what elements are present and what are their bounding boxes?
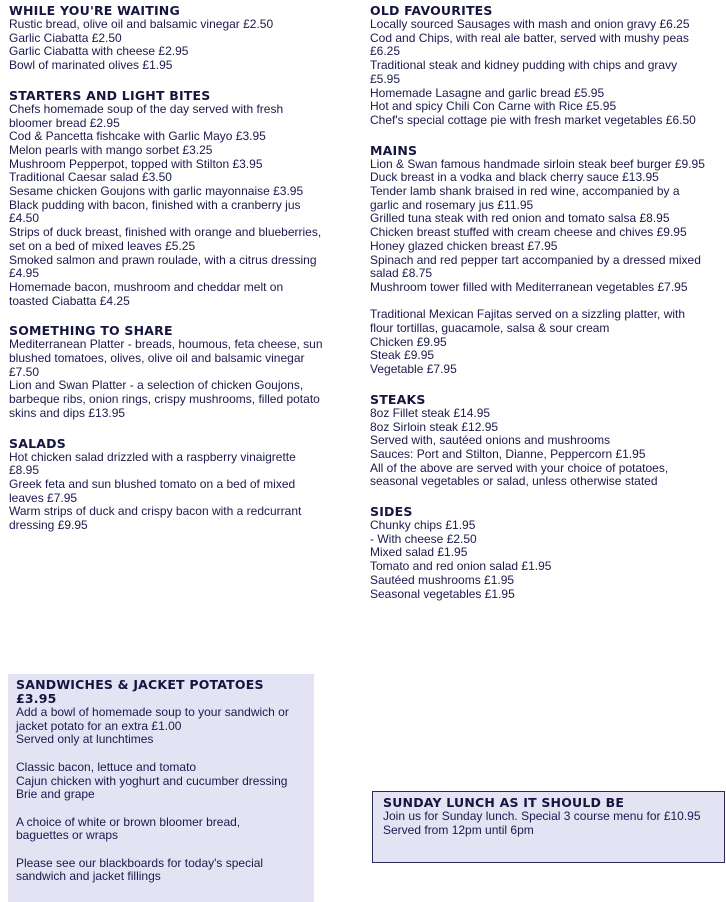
sandwiches-box [8,674,314,902]
menu-line: flour tortillas, guacamole, salsa & sour cream [370,321,610,336]
menu-line: 8oz Sirloin steak £12.95 [370,419,499,434]
menu-line: Smoked salmon and prawn roulade, with a citrus dressing [9,252,317,267]
menu-line: Spinach and red pepper tart accompanied by a dressed mixed [370,252,701,267]
menu-line: Tomato and red onion salad £1.95 [370,559,552,574]
menu-line: sandwich and jacket fillings [16,869,161,884]
section-title: SALADS [9,435,66,451]
menu-line: £8.95 [9,463,40,478]
menu-line: Bowl of marinated olives £1.95 [9,58,173,73]
menu-line: £7.50 [9,364,40,379]
menu-line: £4.50 [9,211,40,226]
menu-line: Seasonal vegetables £1.95 [370,586,515,601]
sandwiches-title: SANDWICHES & JACKET POTATOES £3.95 [16,677,264,706]
menu-section [9,437,334,533]
menu-line: Strips of duck breast, finished with orange and blueberries, [9,225,322,240]
menu-line: Homemade Lasagne and garlic bread £5.95 [370,85,605,100]
menu-line: Duck breast in a vodka and black cherry sauce £13.95 [370,170,659,185]
menu-line: salad £8.75 [370,266,433,281]
menu-line: dressing £9.95 [9,518,88,533]
menu-section [370,393,720,489]
menu-line: Rustic bread, olive oil and balsamic vinegar £2.50 [9,17,274,31]
menu-line: Join us for Sunday lunch. Special 3 course menu for £10.95 [383,809,701,823]
menu-line: Sautéed mushrooms £1.95 [370,572,515,587]
section-title: SOMETHING TO SHARE [9,323,173,339]
menu-line: Hot and spicy Chili Con Carne with Rice £5.95 [370,99,617,114]
menu-line: Chicken £9.95 [370,334,447,349]
spacer [16,747,306,761]
menu-line: All of the above are served with your choice of potatoes, [370,460,669,475]
menu-line: Sesame chicken Goujons with garlic mayonnaise £3.95 [9,184,304,199]
menu-line: Served from 12pm until 6pm [383,822,534,837]
menu-line: 8oz Fillet steak £14.95 [370,405,491,420]
menu-line: £4.95 [9,266,40,281]
menu-line: Served only at lunchtimes [16,732,154,747]
menu-line: Locally sourced Sausages with mash and onion gravy £6.25 [370,17,690,31]
menu-line: baguettes or wraps [16,828,119,843]
menu-line: - With cheese £2.50 [370,531,477,546]
sunday-lunch-box [372,791,725,863]
menu-line: Cod and Chips, with real ale batter, served with mushy peas [370,30,689,45]
menu-line: Mediterranean Platter - breads, houmous, feta cheese, sun [9,337,323,352]
menu-line: Served with, sautéed onions and mushrooms [370,433,611,448]
menu-line: Tender lamb shank braised in red wine, accompanied by a [370,184,680,199]
section-title: STEAKS [370,391,426,407]
menu-line: Black pudding with bacon, finished with a cranberry jus [9,197,301,212]
menu-line: toasted Ciabatta £4.25 [9,293,130,308]
spacer [16,843,306,857]
menu-line: Please see our blackboards for today's special [16,855,264,870]
menu-line: Chefs homemade soup of the day served with fresh [9,101,284,116]
menu-line: Hot chicken salad drizzled with a raspberry vinaigrette [9,449,296,464]
menu-line: £5.95 [370,71,401,86]
menu-line: A choice of white or brown bloomer bread, [16,814,241,829]
menu-line: Mixed salad £1.95 [370,545,468,560]
sunday-lunch-lines [383,810,714,837]
menu-line: seasonal vegetables or salad, unless otherwise stated [370,474,658,489]
left-column [9,4,334,549]
menu-line: Lion & Swan famous handmade sirloin steak beef burger £9.95 [370,156,705,171]
spacer [16,802,306,816]
menu-line: Greek feta and sun blushed tomato on a bed of mixed [9,476,296,491]
menu-line: bloomer bread £2.95 [9,115,120,130]
menu-line: Cajun chicken with yoghurt and cucumber dressing [16,773,288,788]
section-title: WHILE YOU'RE WAITING [9,3,180,18]
menu-line: Grilled tuna steak with red onion and tomato salsa £8.95 [370,211,670,226]
menu-line: leaves £7.95 [9,490,78,505]
section-title: OLD FAVOURITES [370,3,493,18]
section-title: SIDES [370,504,413,520]
menu-line: garlic and rosemary jus £11.95 [370,197,534,212]
menu-line: Mushroom tower filled with Mediterranean vegetables £7.95 [370,279,688,294]
menu-section [370,4,720,128]
sunday-lunch-title: SUNDAY LUNCH AS IT SHOULD BE [383,795,625,810]
section-title: MAINS [370,142,418,158]
menu-line: Add a bowl of homemade soup to your sandwich or [16,705,289,719]
menu-line: Warm strips of duck and crispy bacon with a redcurrant [9,504,302,519]
menu-line: £6.25 [370,44,401,59]
menu-section [9,4,334,73]
section-title: STARTERS AND LIGHT BITES [9,87,211,103]
menu-line: Chunky chips £1.95 [370,518,476,533]
menu-line: Brie and grape [16,787,95,802]
menu-line: Homemade bacon, mushroom and cheddar melt on [9,279,284,294]
menu-line: Steak £9.95 [370,348,435,363]
menu-section [370,505,720,601]
sandwiches-lines [16,706,306,884]
menu-line: Traditional steak and kidney pudding with chips and gravy [370,58,678,73]
menu-line: blushed tomatoes, olives, olive oil and balsamic vinegar [9,351,305,366]
menu-line: Chef's special cottage pie with fresh market vegetables £6.50 [370,112,696,127]
menu-line: Honey glazed chicken breast £7.95 [370,238,558,253]
spacer [370,295,720,309]
menu-line: Sauces: Port and Stilton, Dianne, Peppercorn £1.95 [370,446,646,461]
menu-section [9,324,334,420]
menu-line: Traditional Caesar salad £3.50 [9,170,172,185]
menu-section [9,89,334,309]
menu-line: Traditional Mexican Fajitas served on a sizzling platter, with [370,307,686,322]
menu-line: set on a bed of mixed leaves £5.25 [9,238,196,253]
menu-section [370,144,720,377]
menu-line: Cod & Pancetta fishcake with Garlic Mayo £3.95 [9,129,266,144]
menu-line: Classic bacon, lettuce and tomato [16,759,197,774]
menu-line: Mushroom Pepperpot, topped with Stilton £3.95 [9,156,263,171]
menu-line: Lion and Swan Platter - a selection of chicken Goujons, [9,378,304,393]
menu-line: Chicken breast stuffed with cream cheese and chives £9.95 [370,225,687,240]
menu-line: jacket potato for an extra £1.00 [16,718,182,733]
menu-line: barbeque ribs, onion rings, crispy mushrooms, filled potato [9,392,320,407]
menu-line: Melon pearls with mango sorbet £3.25 [9,142,213,157]
menu-line: Garlic Ciabatta with cheese £2.95 [9,44,189,59]
right-column [370,4,720,617]
menu-line: Garlic Ciabatta £2.50 [9,30,122,45]
menu-line: skins and dips £13.95 [9,405,126,420]
menu-line: Vegetable £7.95 [370,362,457,377]
